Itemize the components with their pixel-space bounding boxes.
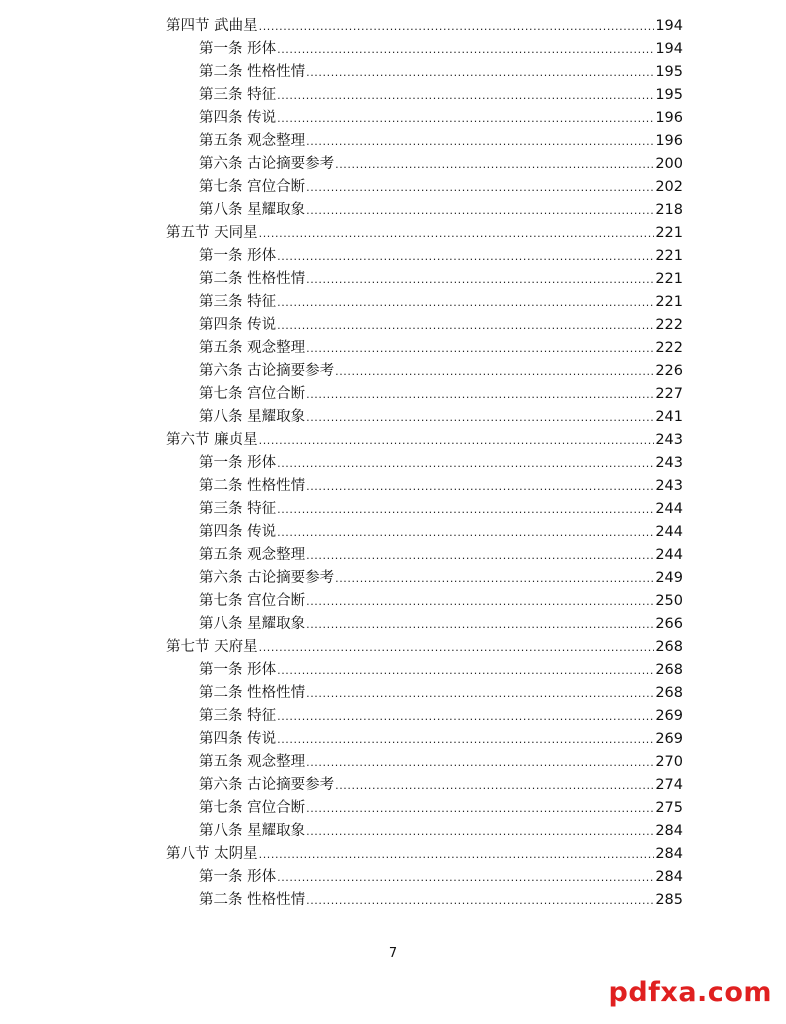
- dot-leader: [259, 222, 654, 245]
- dot-leader: [306, 383, 654, 406]
- toc-entry-page: 268: [655, 639, 683, 655]
- dot-leader: [306, 268, 654, 291]
- dot-leader: [277, 38, 654, 61]
- toc-entry-label: 第一条 形体: [199, 248, 277, 264]
- dot-leader: [306, 797, 654, 820]
- toc-article-entry[interactable]: [0, 475, 786, 498]
- toc-entry-page: 268: [655, 662, 683, 678]
- toc-entry-label: 第三条 特征: [199, 501, 277, 517]
- toc-entry-page: 244: [655, 501, 683, 517]
- dot-leader: [306, 889, 654, 912]
- toc-entry-page: 202: [655, 179, 683, 195]
- toc-article-entry[interactable]: [0, 406, 786, 429]
- toc-entry-page: 284: [655, 823, 683, 839]
- toc-entry-page: 218: [655, 202, 683, 218]
- toc-entry-page: 268: [655, 685, 683, 701]
- dot-leader: [306, 406, 654, 429]
- dot-leader: [259, 15, 654, 38]
- toc-entry-page: 243: [655, 455, 683, 471]
- dot-leader: [277, 728, 654, 751]
- toc-entry-page: 221: [655, 225, 683, 241]
- toc-entry-label: 第六条 古论摘要参考: [199, 156, 335, 172]
- toc-entry-label: 第五条 观念整理: [199, 133, 306, 149]
- toc-entry-label: 第六节 廉贞星: [166, 432, 258, 448]
- toc-entry-page: 196: [655, 133, 683, 149]
- toc-entry-label: 第四条 传说: [199, 317, 277, 333]
- toc-entry-label: 第六条 古论摘要参考: [199, 363, 335, 379]
- dot-leader: [306, 199, 654, 222]
- toc-entry-page: 226: [655, 363, 683, 379]
- toc-section-entry[interactable]: [0, 429, 786, 452]
- dot-leader: [306, 544, 654, 567]
- toc-entry-page: 249: [655, 570, 683, 586]
- toc-entry-label: 第二条 性格性情: [199, 64, 306, 80]
- dot-leader: [306, 130, 654, 153]
- toc-entry-label: 第七节 天府星: [166, 639, 258, 655]
- toc-entry-page: 284: [655, 846, 683, 862]
- toc-entry-label: 第五条 观念整理: [199, 547, 306, 563]
- toc-article-entry[interactable]: [0, 797, 786, 820]
- dot-leader: [277, 314, 654, 337]
- toc-entry-label: 第八条 星耀取象: [199, 202, 306, 218]
- dot-leader: [277, 866, 654, 889]
- toc-entry-label: 第七条 宫位合断: [199, 386, 306, 402]
- dot-leader: [306, 682, 654, 705]
- toc-article-entry[interactable]: [0, 245, 786, 268]
- toc-article-entry[interactable]: [0, 820, 786, 843]
- toc-article-entry[interactable]: [0, 107, 786, 130]
- toc-section-entry[interactable]: [0, 222, 786, 245]
- toc-entry-label: 第二条 性格性情: [199, 685, 306, 701]
- toc-entry-page: 244: [655, 547, 683, 563]
- dot-leader: [306, 61, 654, 84]
- toc-entry-page: 221: [655, 271, 683, 287]
- toc-entry-label: 第六条 古论摘要参考: [199, 777, 335, 793]
- toc-article-entry[interactable]: [0, 659, 786, 682]
- toc-entry-page: 285: [655, 892, 683, 908]
- toc-article-entry[interactable]: [0, 84, 786, 107]
- toc-entry-page: 227: [655, 386, 683, 402]
- toc-entry-label: 第八节 太阴星: [166, 846, 258, 862]
- toc-section-entry[interactable]: [0, 843, 786, 866]
- toc-entry-page: 269: [655, 708, 683, 724]
- toc-entry-label: 第八条 星耀取象: [199, 409, 306, 425]
- toc-entry-page: 221: [655, 248, 683, 264]
- dot-leader: [277, 659, 654, 682]
- dot-leader: [306, 590, 654, 613]
- toc-entry-label: 第一条 形体: [199, 869, 277, 885]
- toc-entry-page: 221: [655, 294, 683, 310]
- toc-article-entry[interactable]: [0, 774, 786, 797]
- toc-entry-label: 第一条 形体: [199, 662, 277, 678]
- toc-article-entry[interactable]: [0, 38, 786, 61]
- toc-entry-page: 196: [655, 110, 683, 126]
- toc-entry-label: 第五条 观念整理: [199, 340, 306, 356]
- toc-article-entry[interactable]: [0, 337, 786, 360]
- toc-entry-label: 第五条 观念整理: [199, 754, 306, 770]
- toc-entry-page: 244: [655, 524, 683, 540]
- dot-leader: [306, 613, 654, 636]
- toc-article-entry[interactable]: [0, 383, 786, 406]
- dot-leader: [277, 452, 654, 475]
- dot-leader: [335, 153, 654, 176]
- dot-leader: [335, 360, 654, 383]
- toc-entry-page: 195: [655, 64, 683, 80]
- toc-article-entry[interactable]: [0, 268, 786, 291]
- toc-entry-label: 第一条 形体: [199, 41, 277, 57]
- toc-entry-label: 第七条 宫位合断: [199, 593, 306, 609]
- toc-article-entry[interactable]: [0, 452, 786, 475]
- toc-entry-label: 第七条 宫位合断: [199, 179, 306, 195]
- dot-leader: [277, 705, 654, 728]
- dot-leader: [335, 567, 654, 590]
- toc-article-entry[interactable]: [0, 544, 786, 567]
- toc-article-entry[interactable]: [0, 866, 786, 889]
- toc-article-entry[interactable]: [0, 153, 786, 176]
- toc-article-entry[interactable]: [0, 199, 786, 222]
- table-of-contents: [0, 15, 786, 912]
- toc-article-entry[interactable]: [0, 176, 786, 199]
- toc-article-entry[interactable]: [0, 291, 786, 314]
- dot-leader: [306, 820, 654, 843]
- dot-leader: [306, 176, 654, 199]
- toc-entry-page: 194: [655, 18, 683, 34]
- toc-article-entry[interactable]: [0, 705, 786, 728]
- dot-leader: [306, 751, 654, 774]
- toc-entry-page: 222: [655, 317, 683, 333]
- dot-leader: [277, 498, 654, 521]
- toc-entry-label: 第八条 星耀取象: [199, 823, 306, 839]
- toc-entry-page: 275: [655, 800, 683, 816]
- toc-entry-page: 274: [655, 777, 683, 793]
- toc-entry-label: 第七条 宫位合断: [199, 800, 306, 816]
- dot-leader: [277, 521, 654, 544]
- dot-leader: [259, 429, 654, 452]
- toc-section-entry[interactable]: [0, 15, 786, 38]
- toc-entry-label: 第二条 性格性情: [199, 271, 306, 287]
- toc-entry-label: 第四条 传说: [199, 524, 277, 540]
- toc-entry-label: 第四条 传说: [199, 731, 277, 747]
- dot-leader: [277, 107, 654, 130]
- toc-entry-label: 第四条 传说: [199, 110, 277, 126]
- dot-leader: [277, 84, 654, 107]
- toc-article-entry[interactable]: [0, 567, 786, 590]
- toc-entry-label: 第六条 古论摘要参考: [199, 570, 335, 586]
- dot-leader: [277, 291, 654, 314]
- dot-leader: [335, 774, 654, 797]
- toc-entry-page: 243: [655, 432, 683, 448]
- dot-leader: [259, 636, 654, 659]
- toc-entry-page: 250: [655, 593, 683, 609]
- toc-entry-label: 第三条 特征: [199, 708, 277, 724]
- dot-leader: [306, 337, 654, 360]
- toc-article-entry[interactable]: [0, 61, 786, 84]
- toc-entry-label: 第五节 天同星: [166, 225, 258, 241]
- toc-entry-page: 266: [655, 616, 683, 632]
- toc-entry-page: 243: [655, 478, 683, 494]
- toc-entry-page: 270: [655, 754, 683, 770]
- toc-entry-label: 第四节 武曲星: [166, 18, 258, 34]
- toc-entry-page: 284: [655, 869, 683, 885]
- toc-section-entry[interactable]: [0, 636, 786, 659]
- dot-leader: [306, 475, 654, 498]
- toc-entry-label: 第八条 星耀取象: [199, 616, 306, 632]
- toc-article-entry[interactable]: [0, 682, 786, 705]
- toc-article-entry[interactable]: [0, 751, 786, 774]
- toc-entry-label: 第三条 特征: [199, 294, 277, 310]
- toc-entry-label: 第二条 性格性情: [199, 478, 306, 494]
- toc-article-entry[interactable]: [0, 360, 786, 383]
- toc-entry-page: 241: [655, 409, 683, 425]
- toc-article-entry[interactable]: [0, 314, 786, 337]
- toc-entry-label: 第三条 特征: [199, 87, 277, 103]
- page-number: 7: [388, 946, 398, 961]
- toc-article-entry[interactable]: [0, 590, 786, 613]
- toc-article-entry[interactable]: [0, 130, 786, 153]
- toc-article-entry[interactable]: [0, 728, 786, 751]
- toc-entry-label: 第二条 性格性情: [199, 892, 306, 908]
- toc-entry-page: 222: [655, 340, 683, 356]
- toc-entry-label: 第一条 形体: [199, 455, 277, 471]
- watermark-logo: pdfxa.com: [608, 977, 772, 1008]
- toc-entry-page: 269: [655, 731, 683, 747]
- dot-leader: [259, 843, 654, 866]
- toc-entry-page: 194: [655, 41, 683, 57]
- dot-leader: [277, 245, 654, 268]
- toc-article-entry[interactable]: [0, 613, 786, 636]
- toc-article-entry[interactable]: [0, 498, 786, 521]
- toc-article-entry[interactable]: [0, 889, 786, 912]
- toc-article-entry[interactable]: [0, 521, 786, 544]
- toc-entry-page: 195: [655, 87, 683, 103]
- toc-entry-page: 200: [655, 156, 683, 172]
